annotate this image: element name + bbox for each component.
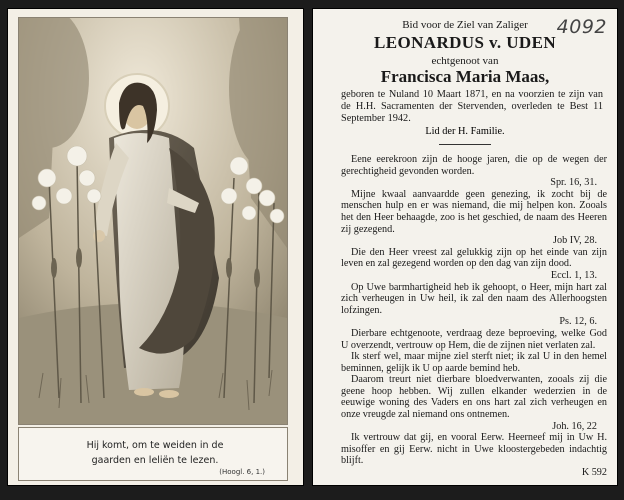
memorial-text	[341, 154, 607, 479]
memorial-paragraph: Die den Heer vreest zal gelukkig zijn op het einde van zijn leven en zal gezegend worden op den dag van zijn dood.	[341, 246, 607, 270]
scripture-reference: Spr. 16, 31.	[550, 177, 597, 189]
memorial-paragraph: Eene eerekroon zijn de hooge jaren, die op de wegen der gerechtigheid gevonden worden.	[341, 154, 607, 177]
verse-line-1: Hij komt, om te weiden in de	[86, 440, 224, 451]
spouse-name: Francisca Maria Maas,	[380, 67, 550, 86]
spouse-label: echtgenoot van	[431, 55, 499, 67]
memorial-paragraph: Ik sterf wel, maar mijne ziel sterft niet; ik zal U in den hemel beminnen, gelijk ik U op aarde bemind heb.	[341, 351, 607, 374]
membership-line: Lid der H. Familie.	[425, 126, 505, 137]
memorial-card-back	[312, 8, 618, 486]
divider	[439, 144, 491, 145]
scripture-reference: Eccl. 1, 13.	[550, 269, 597, 281]
scripture-reference: Ps. 12, 6.	[559, 316, 597, 328]
devotional-picture	[18, 17, 288, 425]
memorial-paragraph: Mijne kwaal aanvaardde geen genezing, ik zocht bij de menschen hulp en er was niemand, die mij helpen kon. Zooals het den Heer behaagde, zoo is het geschied, de naam des Heeren zij gezegend.	[341, 188, 607, 235]
printer-code: K 592	[581, 467, 607, 479]
verse-reference: (Hoogl. 6, 1.)	[219, 468, 265, 476]
memorial-paragraph: Dierbare echtgenoote, verdraag deze beproeving, welke God U overzendt, vertrouw op Hem, die de zijnen niet verlaten zal.	[341, 327, 607, 351]
memorial-paragraph: Op Uwe barmhartigheid heb ik gehoopt, o Heer, mijn hart zal zich verheugen in Uw heil, ik zal den naam des Allerhoogsten lofzingen.	[341, 281, 607, 316]
memorial-paragraph: Ik vertrouw dat gij, en vooral Eerw. Heerneef mij in Uw H. misoffer en gij Eerw. nicht in Uwe kloostergebeden indachtig blijft.	[341, 432, 607, 467]
memorial-card-front	[7, 8, 304, 486]
deceased-name: LEONARDUS v. UDEN	[373, 33, 557, 52]
scripture-verse-box	[18, 427, 288, 481]
verse-line-2: gaarden en leliën te lezen.	[91, 455, 219, 466]
prayer-header: Bid voor de Ziel van Zaliger	[402, 19, 528, 31]
scripture-reference: Job IV, 28.	[553, 235, 597, 247]
handwritten-number: 4092	[556, 16, 607, 38]
scripture-reference: Joh. 16, 22	[552, 420, 597, 432]
biography: geboren te Nuland 10 Maart 1871, en na voorzien te zijn van de H.H. Sacramenten der Stervenden, overleden te Best 11 September 1942.	[341, 89, 603, 124]
jesus-among-lilies-illustration	[19, 18, 287, 424]
scripture-verse	[35, 438, 275, 468]
memorial-paragraph: Daarom treurt niet dierbare bloedverwanten, zooals zij die geene hoop hebben. Wij zullen elkander wederzien in de eeuwige woning des Vaders en ons hart zal zich verheugen en onze vreugde zal niemand ons ontnemen.	[341, 374, 607, 421]
